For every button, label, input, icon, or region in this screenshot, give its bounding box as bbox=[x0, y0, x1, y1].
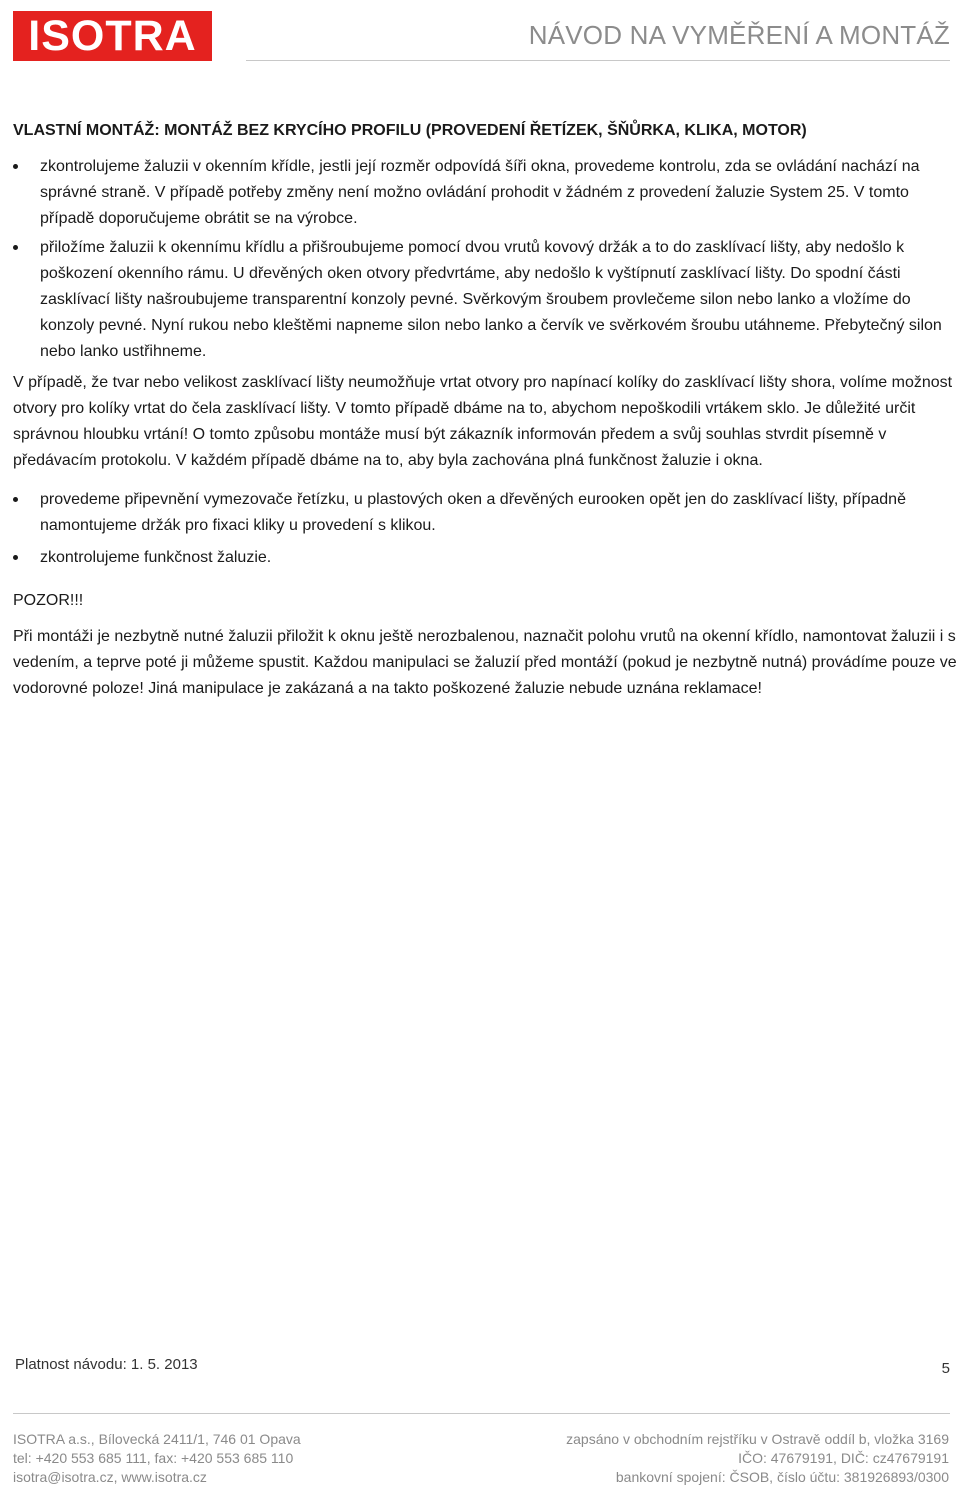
registry-record: zapsáno v obchodním rejstříku v Ostravě oddíl b, vložka 3169 bbox=[566, 1431, 949, 1447]
list-item: přiložíme žaluzii k okennímu křídlu a přišroubujeme pomocí dvou vrutů kovový držák a to do zasklívací lišty, aby nedošlo k poškození okenního rámu. U dřevěných oken otvory předvrtáme, aby nedošlo k vyštípnutí zasklívací lišty. Do spodní části zasklívací lišty našroubujeme transparentní konzoly pevné. Svěrkovým šroubem provlečeme silon nebo lanko a vložíme do konzoly pevné. Nyní rukou nebo kleštěmi napneme silon nebo lanko a červík ve svěrkovém šroubu utáhneme. Přebytečný silon nebo lanko ustřihneme. bbox=[13, 235, 960, 365]
drilling-note-paragraph: V případě, že tvar nebo velikost zasklívací lišty neumožňuje vrtat otvory pro napínací kolíky do zasklívací lišty shora, volíme možnost otvory pro kolíky vrtat do čela zasklívací lišty. V tomto případě dbáme na to, abychom nepoškodili vrtákem sklo. Je důležité určit správnou hloubku vrtání! O tomto způsobu montáže musí být zákazník informován předem a svůj souhlas stvrdit písemně v předávacím protokolu. V každém případě dbáme na to, aby byla zachována plná funkčnost žaluzie i okna. bbox=[13, 374, 953, 469]
list-item: zkontrolujeme žaluzii v okenním křídle, jestli její rozměr odpovídá šíři okna, provedeme kontrolu, zda se ovládání nachází na správné straně. V případě potřeby změny není možno ovládání prohodit v žádném z provedení žaluzie System 25. V tomto případě doporučujeme obrátit se na výrobce. bbox=[13, 154, 960, 232]
document-body bbox=[13, 119, 960, 702]
list-item: zkontrolujeme funkčnost žaluzie. bbox=[13, 545, 960, 571]
section-heading: VLASTNÍ MONTÁŽ: MONTÁŽ BEZ KRYCÍHO PROFILU (PROVEDENÍ ŘETÍZEK, ŠŇŮRKA, KLIKA, MOTOR) bbox=[13, 122, 807, 139]
steps-list-bottom bbox=[13, 487, 960, 571]
company-info bbox=[13, 1430, 301, 1487]
bank-details: bankovní spojení: ČSOB, číslo účtu: 381926893/0300 bbox=[615, 1469, 949, 1485]
document-title: NÁVOD NA VYMĚŘENÍ A MONTÁŽ bbox=[528, 20, 950, 50]
warning-paragraph: Při montáži je nezbytně nutné žaluzii přiložit k oknu ještě nerozbalenou, naznačit polohu vrutů na okenní křídlo, namontovat žaluzii i s vedením, a teprve poté ji můžeme spustit. Každou manipulaci se žaluzií před montáží (pokud je nezbytně nutná) provádíme pouze ve vodorovné poloze! Jiná manipulace je zakázaná a na takto poškozené žaluzie nebude uznána reklamace! bbox=[13, 628, 957, 697]
company-address: ISOTRA a.s., Bílovecká 2411/1, 746 01 Opava bbox=[13, 1431, 301, 1447]
warning-heading: POZOR!!! bbox=[13, 592, 84, 609]
list-item: provedeme připevnění vymezovače řetízku, u plastových oken a dřevěných eurooken opět jen do zasklívací lišty, případně namontujeme držák pro fixaci kliky u provedení s klikou. bbox=[13, 487, 960, 539]
registry-info bbox=[566, 1430, 949, 1487]
company-phone: tel: +420 553 685 111, fax: +420 553 685 110 bbox=[13, 1450, 294, 1466]
isotra-logo: ISOTRA bbox=[13, 11, 212, 61]
company-contact: isotra@isotra.cz, www.isotra.cz bbox=[13, 1469, 207, 1485]
page-number: 5 bbox=[941, 1360, 950, 1377]
steps-list-top bbox=[13, 154, 960, 365]
footer-divider bbox=[13, 1413, 950, 1414]
header-divider bbox=[246, 60, 950, 61]
tax-ids: IČO: 47679191, DIČ: cz47679191 bbox=[738, 1450, 949, 1466]
validity-date: Platnost návodu: 1. 5. 2013 bbox=[15, 1356, 198, 1373]
